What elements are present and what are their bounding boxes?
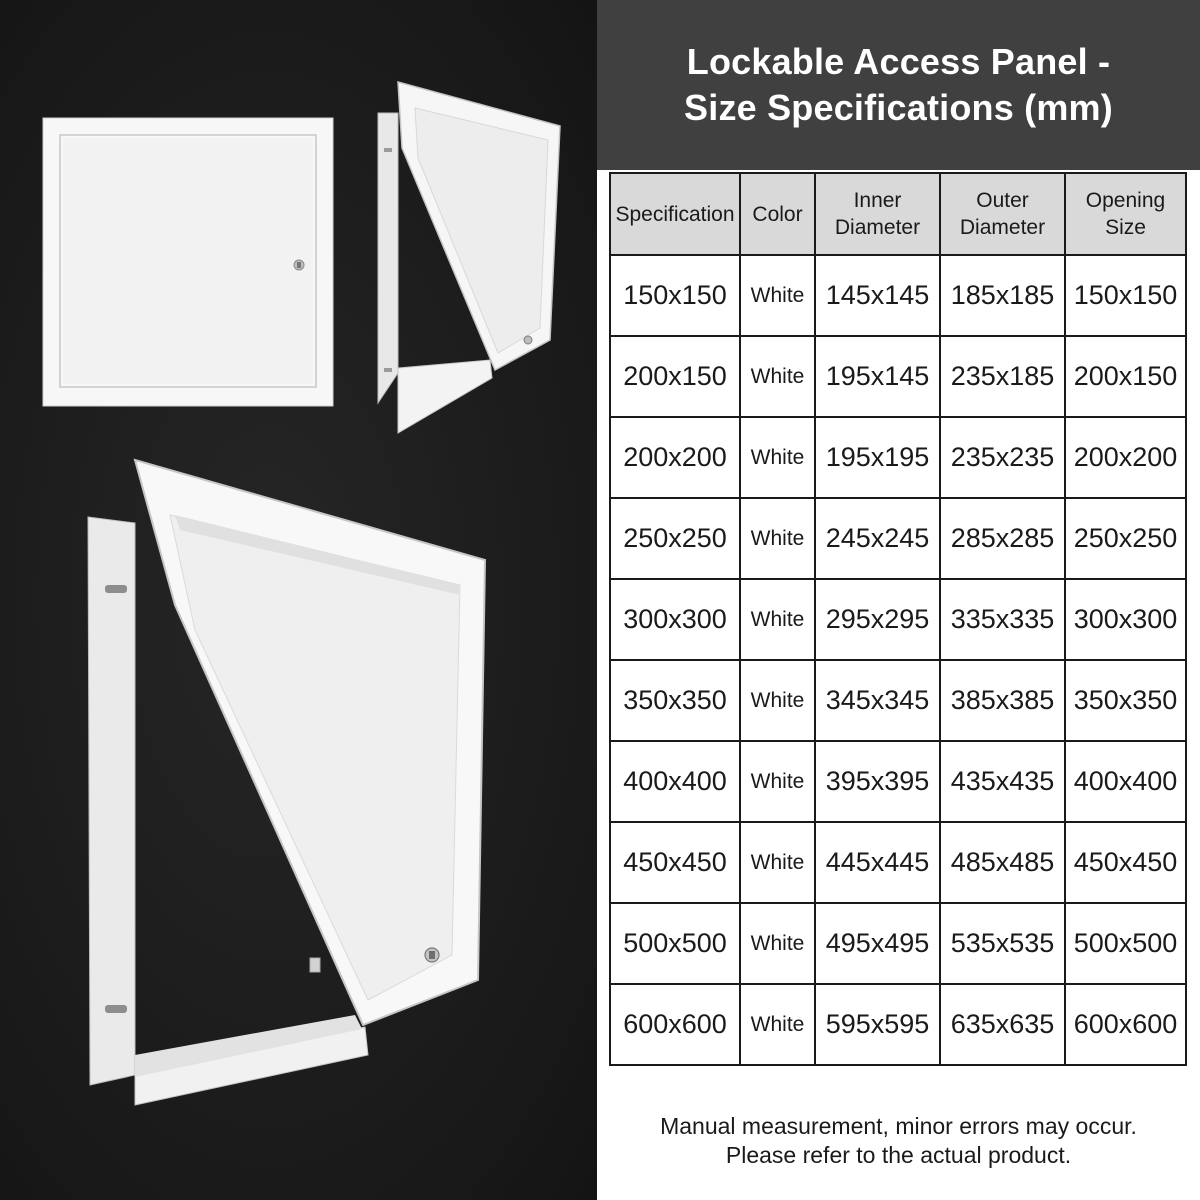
cell-opening-size: 600x600: [1065, 984, 1186, 1065]
cell-inner-diameter: 245x245: [815, 498, 940, 579]
cell-color: White: [740, 336, 815, 417]
note-line-2: Please refer to the actual product.: [725, 1142, 1072, 1168]
table-row: [610, 498, 1186, 579]
title-line-1: Lockable Access Panel -: [686, 41, 1111, 82]
cell-outer-diameter: 235x235: [940, 417, 1065, 498]
table-row: [610, 579, 1186, 660]
cell-outer-diameter: 535x535: [940, 903, 1065, 984]
cell-inner-diameter: 345x345: [815, 660, 940, 741]
cell-opening-size: 350x350: [1065, 660, 1186, 741]
cell-inner-diameter: 195x145: [815, 336, 940, 417]
cell-specification: 400x400: [610, 741, 740, 822]
cell-inner-diameter: 195x195: [815, 417, 940, 498]
table-row: [610, 336, 1186, 417]
cell-opening-size: 200x150: [1065, 336, 1186, 417]
table-row: [610, 255, 1186, 336]
cell-opening-size: 200x200: [1065, 417, 1186, 498]
column-header-specification: Specification: [610, 173, 740, 255]
cell-specification: 450x450: [610, 822, 740, 903]
column-header-color: Color: [740, 173, 815, 255]
table-row: [610, 903, 1186, 984]
cell-opening-size: 500x500: [1065, 903, 1186, 984]
cell-color: White: [740, 660, 815, 741]
cell-outer-diameter: 635x635: [940, 984, 1065, 1065]
title-line-2: Size Specifications (mm): [684, 87, 1113, 128]
table-row: [610, 741, 1186, 822]
cell-opening-size: 250x250: [1065, 498, 1186, 579]
cell-color: White: [740, 984, 815, 1065]
cell-outer-diameter: 485x485: [940, 822, 1065, 903]
cell-color: White: [740, 579, 815, 660]
table-header-row: [610, 173, 1186, 255]
cell-inner-diameter: 145x145: [815, 255, 940, 336]
cell-opening-size: 450x450: [1065, 822, 1186, 903]
cell-outer-diameter: 335x335: [940, 579, 1065, 660]
cell-specification: 350x350: [610, 660, 740, 741]
cell-color: White: [740, 822, 815, 903]
column-header-inner-diameter: Inner Diameter: [815, 173, 940, 255]
cell-outer-diameter: 385x385: [940, 660, 1065, 741]
cell-inner-diameter: 395x395: [815, 741, 940, 822]
cell-outer-diameter: 285x285: [940, 498, 1065, 579]
title-banner: [597, 0, 1200, 170]
cell-outer-diameter: 435x435: [940, 741, 1065, 822]
size-specification-table: [609, 172, 1187, 1066]
table-row: [610, 660, 1186, 741]
cell-specification: 500x500: [610, 903, 740, 984]
note-line-1: Manual measurement, minor errors may occur.: [660, 1113, 1137, 1139]
closed-panel-image: [40, 115, 340, 410]
specification-panel: [597, 0, 1200, 1200]
cell-opening-size: 400x400: [1065, 741, 1186, 822]
cell-specification: 300x300: [610, 579, 740, 660]
cell-color: White: [740, 741, 815, 822]
cell-opening-size: 150x150: [1065, 255, 1186, 336]
cell-color: White: [740, 903, 815, 984]
table-body: [610, 255, 1186, 1065]
cell-outer-diameter: 235x185: [940, 336, 1065, 417]
cell-specification: 200x200: [610, 417, 740, 498]
column-header-opening-size: Opening Size: [1065, 173, 1186, 255]
measurement-disclaimer: [597, 1112, 1200, 1170]
cell-inner-diameter: 295x295: [815, 579, 940, 660]
cell-outer-diameter: 185x185: [940, 255, 1065, 336]
cell-inner-diameter: 495x495: [815, 903, 940, 984]
cell-opening-size: 300x300: [1065, 579, 1186, 660]
table-row: [610, 417, 1186, 498]
cell-color: White: [740, 417, 815, 498]
table-row: [610, 822, 1186, 903]
product-photo-area: [0, 0, 597, 1200]
cell-specification: 250x250: [610, 498, 740, 579]
cell-inner-diameter: 445x445: [815, 822, 940, 903]
open-panel-large-image: [80, 455, 500, 1115]
cell-color: White: [740, 498, 815, 579]
cell-specification: 200x150: [610, 336, 740, 417]
column-header-outer-diameter: Outer Diameter: [940, 173, 1065, 255]
open-panel-small-image: [370, 78, 570, 438]
cell-specification: 600x600: [610, 984, 740, 1065]
table-row: [610, 984, 1186, 1065]
cell-specification: 150x150: [610, 255, 740, 336]
cell-color: White: [740, 255, 815, 336]
cell-inner-diameter: 595x595: [815, 984, 940, 1065]
